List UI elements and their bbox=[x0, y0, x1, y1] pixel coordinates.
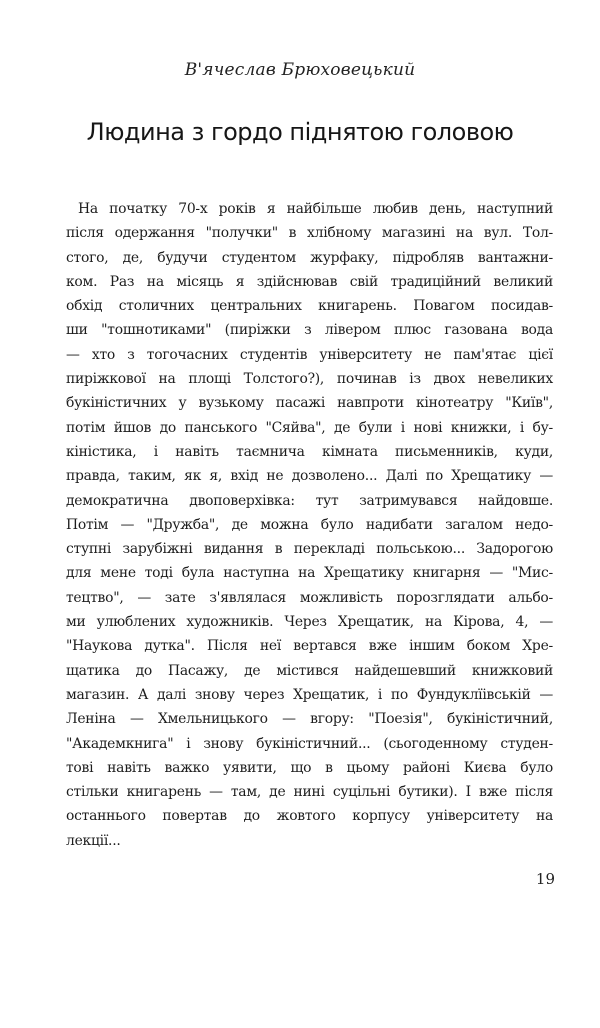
text-line: На початку 70-х років я найбільше любив день, наступний bbox=[78, 201, 553, 217]
text-line: Леніна — Хмельницького — вгору: "Поезія", букіністичний, bbox=[66, 711, 553, 728]
author-name: В'ячеслав Брюховецький bbox=[184, 60, 416, 80]
text-line: ши "тошнотиками" (пиріжки з лівером плюс газована вода bbox=[66, 322, 553, 339]
text-line: "Академкнига" і знову букіністичний... (сьогоденному студен- bbox=[66, 735, 553, 752]
text-line: стільки книгарень — там, де нині суцільні бутики). І вже після bbox=[66, 784, 553, 801]
text-line: пиріжкової на площі Толстого?), починав із двох невеликих bbox=[66, 371, 553, 388]
chapter-title: Людина з гордо піднятою головою bbox=[86, 118, 514, 146]
text-line: ми улюблених художників. Через Хрещатик, на Кірова, 4, — bbox=[66, 614, 553, 631]
text-line: щатика до Пасажу, де містився найдешевший книжковий bbox=[66, 662, 553, 679]
text-line: кіністика, і навіть таємнича кімната письменників, куди, bbox=[66, 443, 553, 460]
text-line: демократична двоповерхівка: тут затримувався найдовше. bbox=[66, 492, 553, 509]
text-line: лекції... bbox=[66, 832, 121, 849]
text-line: стого, де, будучи студентом журфаку, підробляв вантажни- bbox=[66, 249, 553, 266]
text-line: тецтво", — зате з'являлася можливість порозглядати альбо- bbox=[66, 589, 553, 606]
text-line: ком. Раз на місяць я здійснював свій традиційний великий bbox=[66, 273, 553, 290]
text-line: Потім — "Дружба", де можна було надибати загалом недо- bbox=[66, 516, 553, 533]
text-line: — хто з тогочасних студентів університету не пам'ятає цієї bbox=[66, 346, 553, 363]
text-line: "Наукова дутка". Після неї вертався вже іншим боком Хре- bbox=[66, 638, 553, 655]
text-line: ступні зарубіжні видання в перекладі польською... Задорогою bbox=[66, 541, 553, 558]
text-line: букіністичних у вузькому пасажі навпроти кінотеатру "Київ", bbox=[66, 395, 553, 412]
text-line: після одержання "получки" в хлібному магазині на вул. Тол- bbox=[66, 225, 553, 242]
text-line: правда, таким, як я, вхід не дозволено... Далі по Хрещатику — bbox=[66, 468, 553, 485]
text-line: потім йшов до панського "Сяйва", де були і нові книжки, і бу- bbox=[66, 419, 553, 436]
text-line: тові навіть важко уявити, що в цьому районі Києва було bbox=[66, 759, 553, 776]
text-line: для мене тоді була наступна на Хрещатику книгарня — "Мис- bbox=[66, 565, 553, 582]
body-text bbox=[66, 197, 553, 853]
text-line: останнього повертав до жовтого корпусу університету на bbox=[66, 808, 553, 825]
page-number: 19 bbox=[535, 870, 555, 888]
text-line: обхід столичних центральних книгарень. Повагом посидав- bbox=[66, 298, 553, 315]
text-line: магазин. А далі знову через Хрещатик, і по Фундуклїівській — bbox=[66, 686, 553, 703]
